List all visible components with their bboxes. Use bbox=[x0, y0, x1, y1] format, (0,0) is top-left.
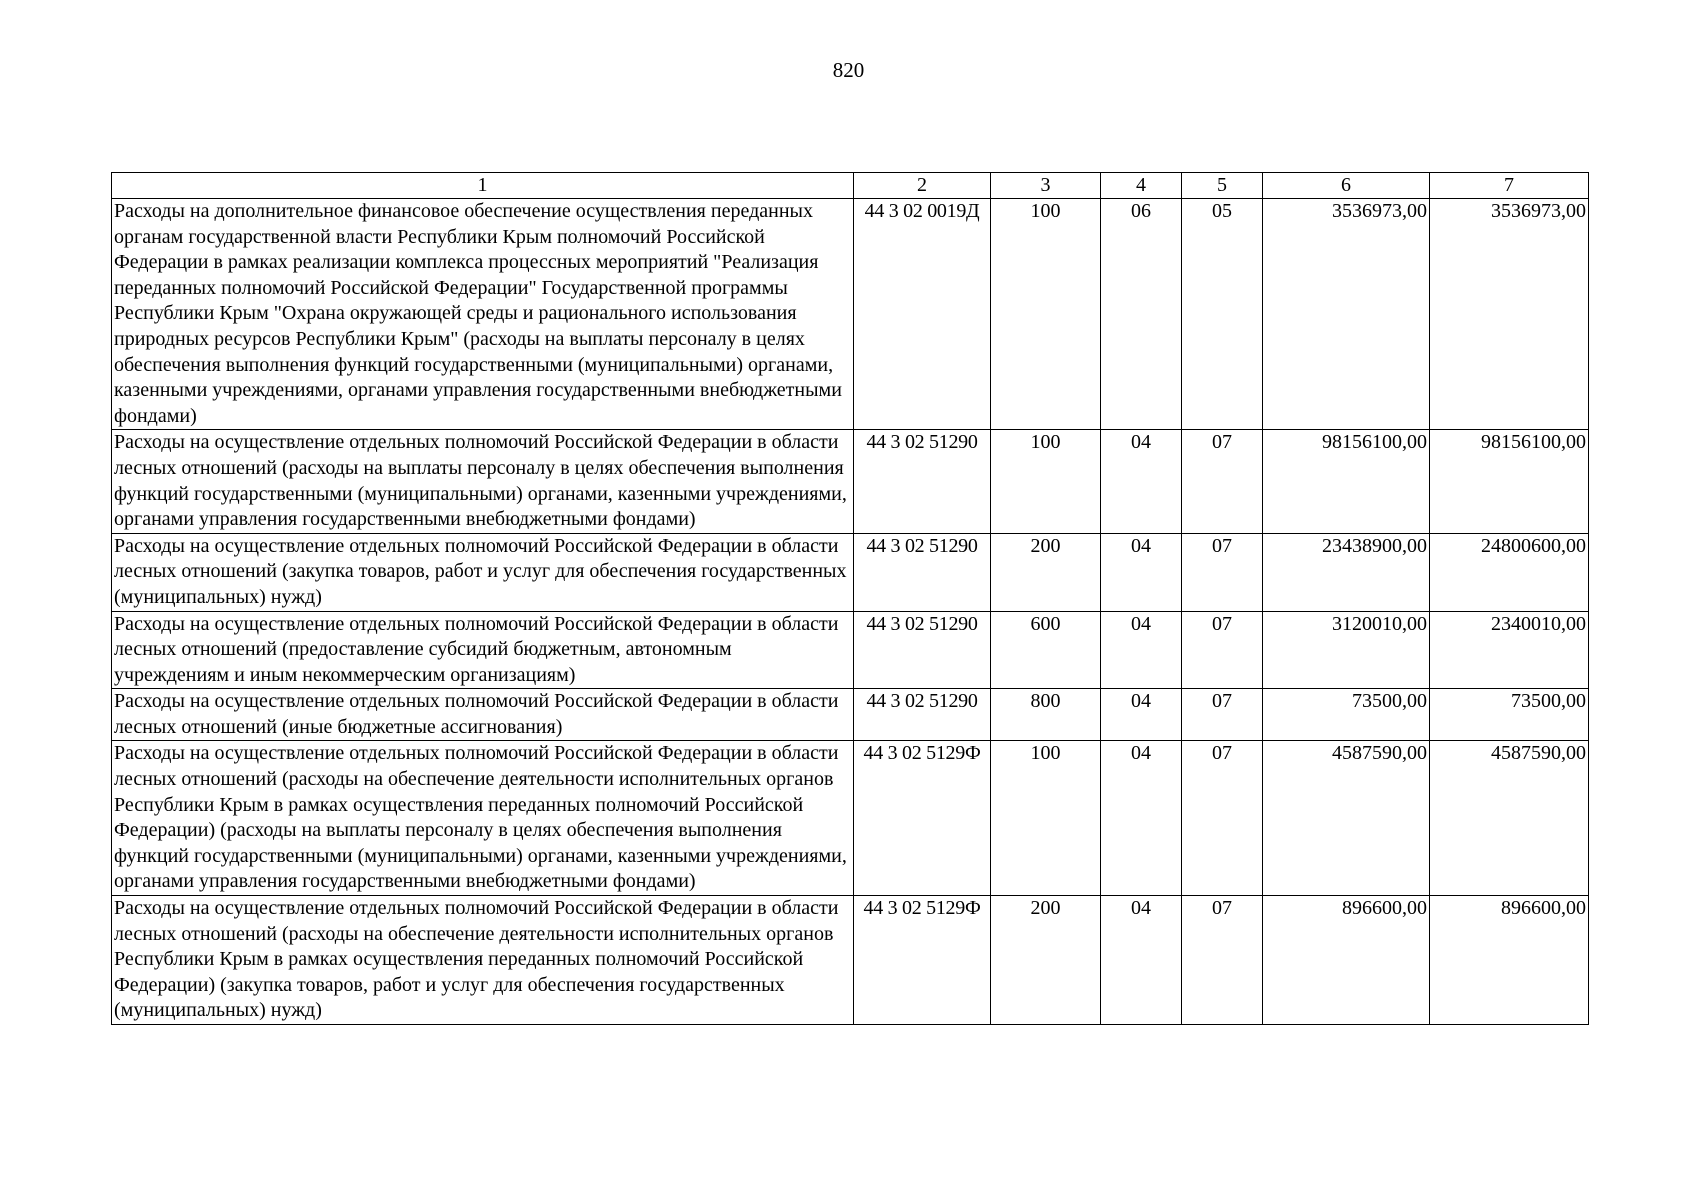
subsection-cell: 07 bbox=[1182, 611, 1263, 689]
amount-col7-cell: 24800600,00 bbox=[1430, 533, 1589, 611]
subsection-cell: 07 bbox=[1182, 896, 1263, 1025]
column-header: 7 bbox=[1430, 173, 1589, 199]
amount-col6-cell: 3120010,00 bbox=[1263, 611, 1430, 689]
section-cell: 04 bbox=[1101, 896, 1182, 1025]
table-row bbox=[112, 741, 1589, 896]
amount-col6-cell: 896600,00 bbox=[1263, 896, 1430, 1025]
section-cell: 04 bbox=[1101, 689, 1182, 741]
table-row bbox=[112, 533, 1589, 611]
amount-col6-cell: 3536973,00 bbox=[1263, 199, 1430, 430]
table-row bbox=[112, 689, 1589, 741]
target-code-cell: 44 3 02 51290 bbox=[854, 430, 991, 533]
column-header: 5 bbox=[1182, 173, 1263, 199]
expense-type-cell: 100 bbox=[991, 199, 1101, 430]
amount-col7-cell: 896600,00 bbox=[1430, 896, 1589, 1025]
subsection-cell: 07 bbox=[1182, 533, 1263, 611]
description-cell: Расходы на дополнительное финансовое обеспечение осуществления переданных органам государственной власти Республики Крым полномочий Российской Федерации в рамках реализации комплекса процессных мероприятий "Реализация переданных полномочий Российской Федерации" Государственной программы Республики Крым "Охрана окружающей среды и рационального использования природных ресурсов Республики Крым" (расходы на выплаты персоналу в целях обеспечения выполнения функций государственными (муниципальными) органами, казенными учреждениями, органами управления государственными внебюджетными фондами) bbox=[112, 199, 854, 430]
description-cell: Расходы на осуществление отдельных полномочий Российской Федерации в области лесных отношений (закупка товаров, работ и услуг для обеспечения государственных (муниципальных) нужд) bbox=[112, 533, 854, 611]
amount-col6-cell: 4587590,00 bbox=[1263, 741, 1430, 896]
expense-type-cell: 200 bbox=[991, 533, 1101, 611]
target-code-cell: 44 3 02 51290 bbox=[854, 611, 991, 689]
section-cell: 06 bbox=[1101, 199, 1182, 430]
page-number: 820 bbox=[832, 58, 865, 82]
column-header: 3 bbox=[991, 173, 1101, 199]
description-cell: Расходы на осуществление отдельных полномочий Российской Федерации в области лесных отношений (расходы на обеспечение деятельности исполнительных органов Республики Крым в рамках осуществления переданных полномочий Российской Федерации) (расходы на выплаты персоналу в целях обеспечения выполнения функций государственными (муниципальными) органами, казенными учреждениями, органами управления государственными внебюджетными фондами) bbox=[112, 741, 854, 896]
expense-type-cell: 800 bbox=[991, 689, 1101, 741]
column-header: 4 bbox=[1101, 173, 1182, 199]
column-header: 2 bbox=[854, 173, 991, 199]
budget-table bbox=[111, 172, 1589, 1025]
table-row bbox=[112, 430, 1589, 533]
description-cell: Расходы на осуществление отдельных полномочий Российской Федерации в области лесных отношений (расходы на выплаты персоналу в целях обеспечения выполнения функций государственными (муниципальными) органами, казенными учреждениями, органами управления государственными внебюджетными фондами) bbox=[112, 430, 854, 533]
table-row bbox=[112, 199, 1589, 430]
header-row bbox=[112, 173, 1589, 199]
column-header: 6 bbox=[1263, 173, 1430, 199]
section-cell: 04 bbox=[1101, 611, 1182, 689]
subsection-cell: 07 bbox=[1182, 430, 1263, 533]
description-cell: Расходы на осуществление отдельных полномочий Российской Федерации в области лесных отношений (иные бюджетные ассигнования) bbox=[112, 689, 854, 741]
column-header: 1 bbox=[112, 173, 854, 199]
amount-col6-cell: 73500,00 bbox=[1263, 689, 1430, 741]
expense-type-cell: 200 bbox=[991, 896, 1101, 1025]
amount-col7-cell: 3536973,00 bbox=[1430, 199, 1589, 430]
description-cell: Расходы на осуществление отдельных полномочий Российской Федерации в области лесных отношений (расходы на обеспечение деятельности исполнительных органов Республики Крым в рамках осуществления переданных полномочий Российской Федерации) (закупка товаров, работ и услуг для обеспечения государственных (муниципальных) нужд) bbox=[112, 896, 854, 1025]
expense-type-cell: 600 bbox=[991, 611, 1101, 689]
subsection-cell: 07 bbox=[1182, 689, 1263, 741]
table-row bbox=[112, 611, 1589, 689]
amount-col7-cell: 73500,00 bbox=[1430, 689, 1589, 741]
expense-type-cell: 100 bbox=[991, 430, 1101, 533]
target-code-cell: 44 3 02 5129Ф bbox=[854, 741, 991, 896]
expense-type-cell: 100 bbox=[991, 741, 1101, 896]
target-code-cell: 44 3 02 0019Д bbox=[854, 199, 991, 430]
table-row bbox=[112, 896, 1589, 1025]
amount-col6-cell: 23438900,00 bbox=[1263, 533, 1430, 611]
amount-col7-cell: 98156100,00 bbox=[1430, 430, 1589, 533]
target-code-cell: 44 3 02 51290 bbox=[854, 533, 991, 611]
target-code-cell: 44 3 02 51290 bbox=[854, 689, 991, 741]
amount-col7-cell: 2340010,00 bbox=[1430, 611, 1589, 689]
section-cell: 04 bbox=[1101, 533, 1182, 611]
subsection-cell: 05 bbox=[1182, 199, 1263, 430]
description-cell: Расходы на осуществление отдельных полномочий Российской Федерации в области лесных отношений (предоставление субсидий бюджетным, автономным учреждениям и иным некоммерческим организациям) bbox=[112, 611, 854, 689]
amount-col7-cell: 4587590,00 bbox=[1430, 741, 1589, 896]
subsection-cell: 07 bbox=[1182, 741, 1263, 896]
section-cell: 04 bbox=[1101, 741, 1182, 896]
section-cell: 04 bbox=[1101, 430, 1182, 533]
target-code-cell: 44 3 02 5129Ф bbox=[854, 896, 991, 1025]
amount-col6-cell: 98156100,00 bbox=[1263, 430, 1430, 533]
